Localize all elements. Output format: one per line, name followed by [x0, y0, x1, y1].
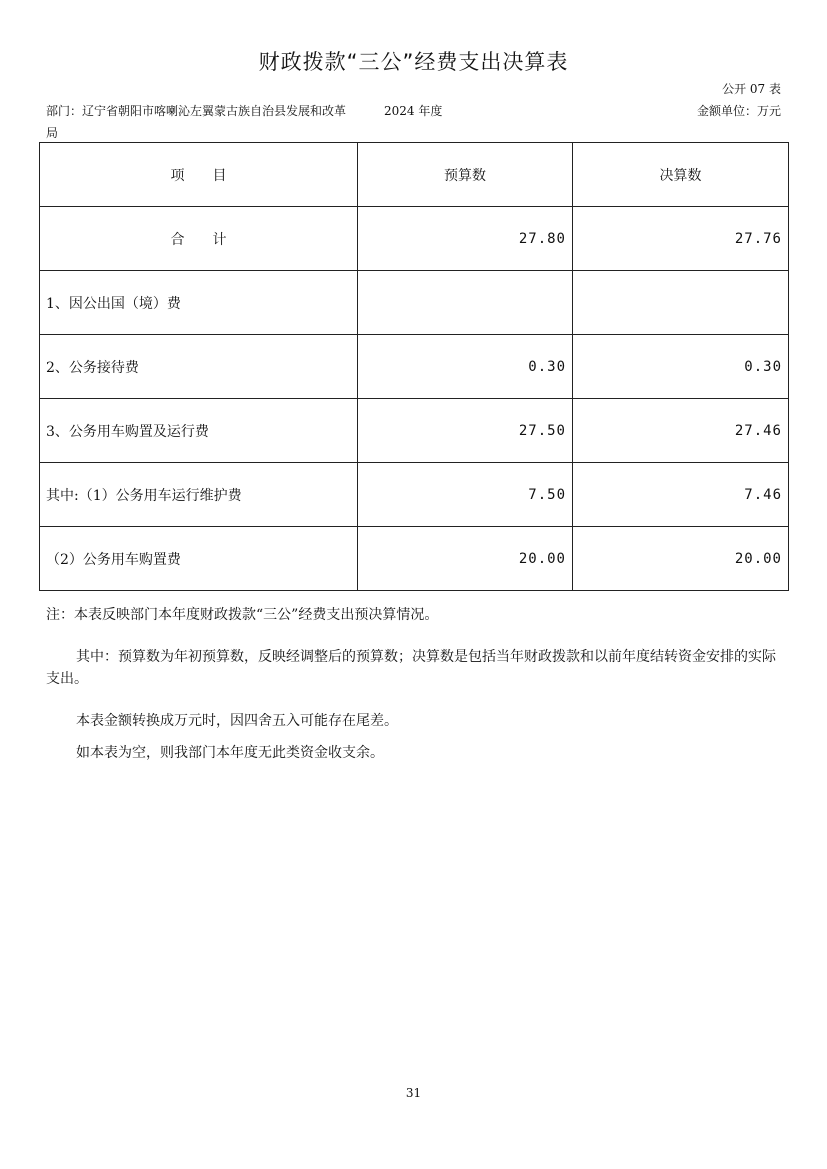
- row-final: 7.46: [573, 463, 789, 527]
- table-row: [40, 527, 789, 591]
- department-label: 部门：辽宁省朝阳市喀喇沁左翼蒙古族自治县发展和改革局: [46, 104, 347, 140]
- form-number: 公开 07 表: [722, 82, 781, 96]
- page-number: 31: [405, 1086, 422, 1100]
- note-text: 其中：预算数为年初预算数，反映经调整后的预算数；决算数是包括当年财政拨款和以前年度结转资金安排的实际支出。: [46, 649, 776, 687]
- header-final: 决算数: [573, 143, 789, 207]
- table-row: [40, 463, 789, 527]
- header-budget: 预算数: [358, 143, 573, 207]
- row-item: 其中:（1）公务用车运行维护费: [40, 463, 358, 527]
- row-item: 2、公务接待费: [40, 335, 358, 399]
- row-budget: 20.00: [358, 527, 573, 591]
- fiscal-year: 2024 年度: [384, 104, 443, 118]
- row-final: 0.30: [573, 335, 789, 399]
- expenditure-table: [39, 142, 789, 591]
- row-budget: 27.80: [358, 207, 573, 271]
- row-budget: [358, 271, 573, 335]
- row-final: 20.00: [573, 527, 789, 591]
- note-text: 注：本表反映部门本年度财政拨款“三公”经费支出预决算情况。: [46, 607, 439, 623]
- row-budget: 27.50: [358, 399, 573, 463]
- header-item: 项 目: [40, 143, 358, 207]
- notes-section: [46, 604, 786, 764]
- row-item: 合 计: [40, 207, 358, 271]
- row-budget: 0.30: [358, 335, 573, 399]
- row-item: 1、因公出国（境）费: [40, 271, 358, 335]
- table-row: [40, 399, 789, 463]
- row-final: 27.76: [573, 207, 789, 271]
- table-row: [40, 207, 789, 271]
- row-budget: 7.50: [358, 463, 573, 527]
- table-row: [40, 271, 789, 335]
- document-title: 财政拨款“三公”经费支出决算表: [258, 50, 569, 74]
- table-row: [40, 335, 789, 399]
- row-item: 3、公务用车购置及运行费: [40, 399, 358, 463]
- row-final: 27.46: [573, 399, 789, 463]
- note-text: 本表金额转换成万元时，因四舍五入可能存在尾差。: [76, 713, 398, 729]
- amount-unit: 金额单位：万元: [696, 104, 781, 118]
- table-header-row: [40, 143, 789, 207]
- row-item: （2）公务用车购置费: [40, 527, 358, 591]
- note-text: 如本表为空，则我部门本年度无此类资金收支余。: [76, 745, 384, 761]
- row-final: [573, 271, 789, 335]
